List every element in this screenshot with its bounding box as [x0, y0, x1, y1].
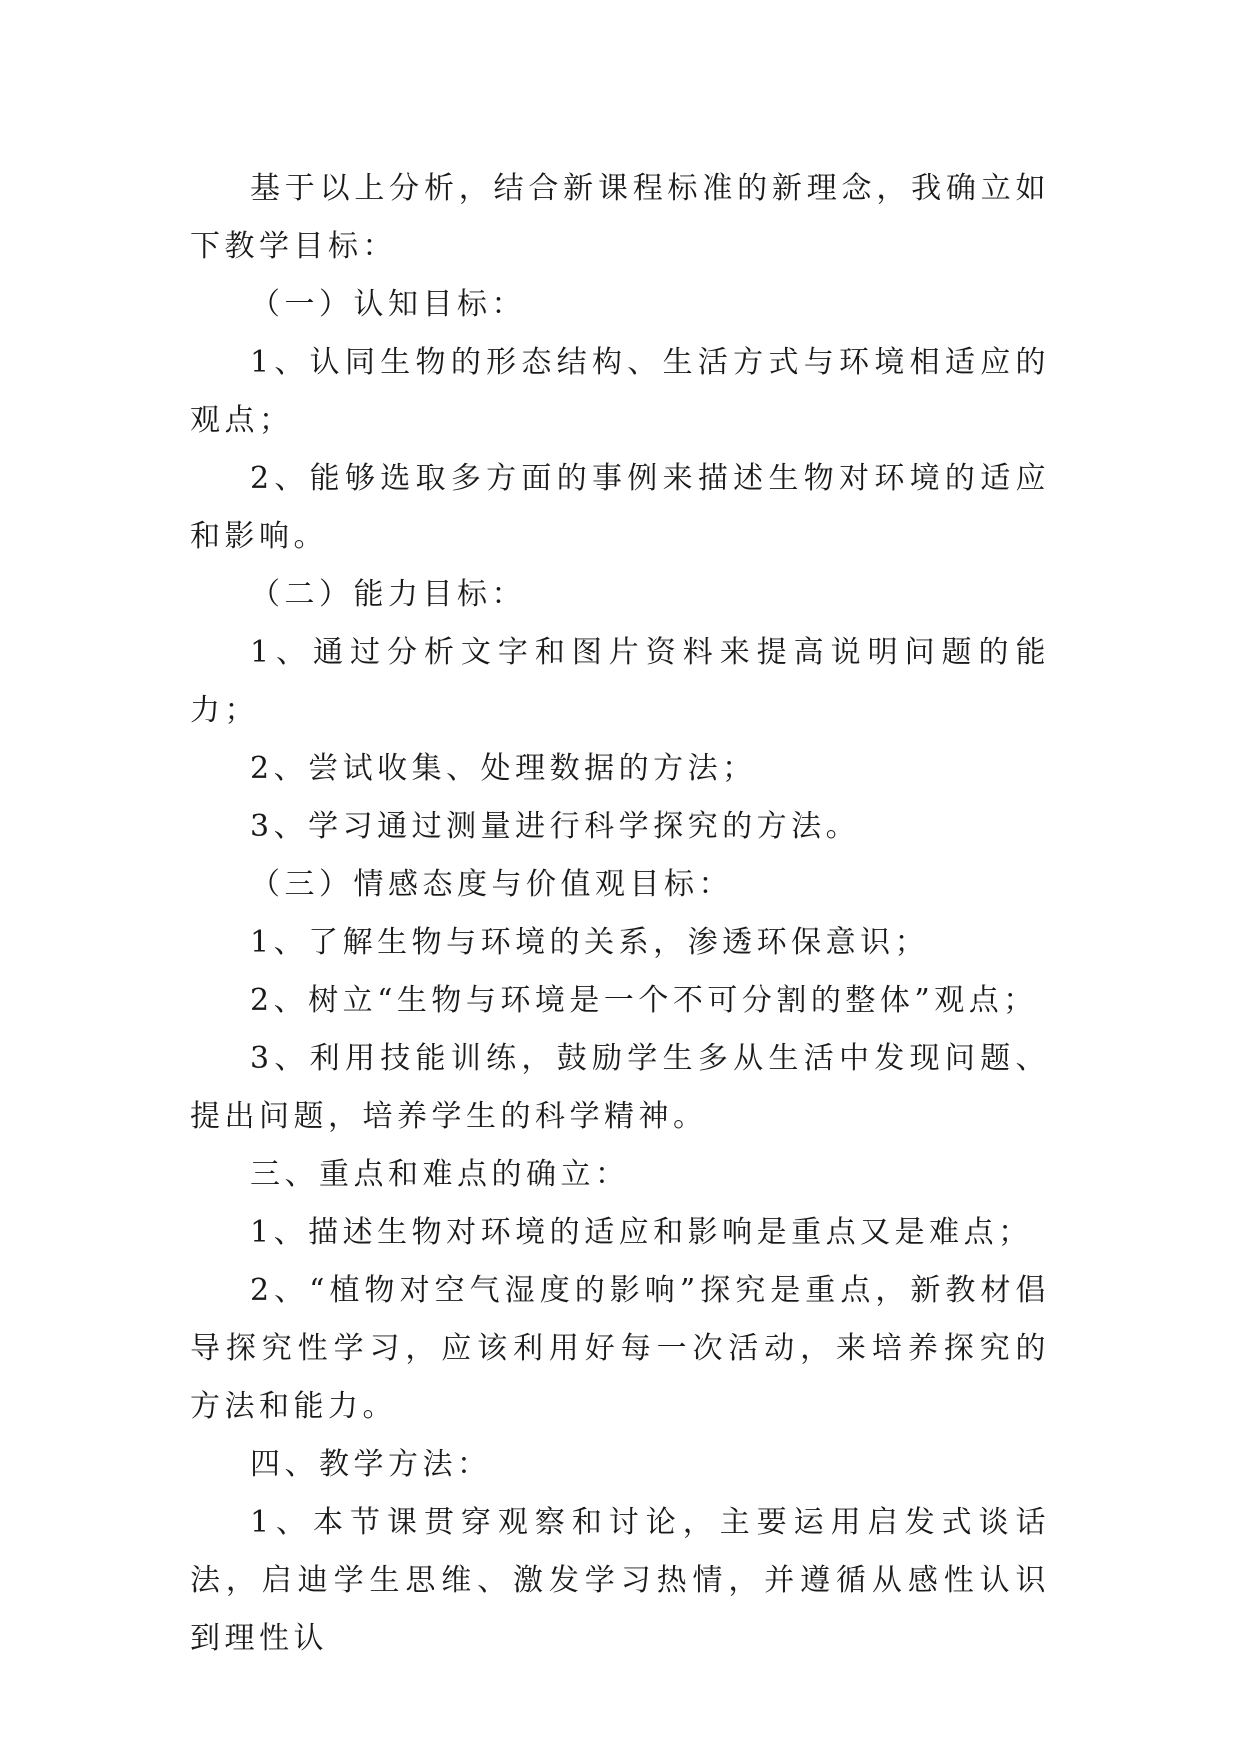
heading-cognitive-goals: （一）认知目标：	[250, 287, 526, 322]
paragraph-attitude-3: 3、利用技能训练，鼓励学生多从生活中发现问题、提出问题，培养学生的科学精神。	[190, 1041, 1050, 1134]
paragraph-method-1: 1、本节课贯穿观察和讨论，主要运用启发式谈话法，启迪学生思维、激发学习热情，并遵循从感性认识到理性认	[190, 1505, 1050, 1656]
heading-teaching-methods: 四、教学方法：	[250, 1447, 492, 1482]
paragraph-ability-1: 1、通过分析文字和图片资料来提高说明问题的能力；	[190, 635, 1050, 728]
paragraph-ability-3: 3、学习通过测量进行科学探究的方法。	[250, 809, 861, 844]
paragraph-ability-2: 2、尝试收集、处理数据的方法；	[250, 751, 757, 786]
paragraph-cognitive-2: 2、能够选取多方面的事例来描述生物对环境的适应和影响。	[190, 461, 1050, 554]
paragraph-attitude-1: 1、了解生物与环境的关系，渗透环保意识；	[250, 925, 930, 960]
heading-attitude-goals: （三）情感态度与价值观目标：	[250, 867, 733, 902]
heading-key-points: 三、重点和难点的确立：	[250, 1157, 630, 1192]
heading-ability-goals: （二）能力目标：	[250, 577, 526, 612]
paragraph-key-2: 2、“植物对空气湿度的影响”探究是重点，新教材倡导探究性学习，应该利用好每一次活动，来培养探究的方法和能力。	[190, 1273, 1050, 1424]
document-body	[190, 160, 1050, 1668]
paragraph-cognitive-1: 1、认同生物的形态结构、生活方式与环境相适应的观点；	[190, 345, 1050, 438]
paragraph-attitude-2: 2、树立“生物与环境是一个不可分割的整体”观点；	[250, 983, 1038, 1018]
paragraph-intro: 基于以上分析，结合新课程标准的新理念，我确立如下教学目标：	[190, 171, 1050, 264]
paragraph-key-1: 1、描述生物对环境的适应和影响是重点又是难点；	[250, 1215, 1033, 1250]
